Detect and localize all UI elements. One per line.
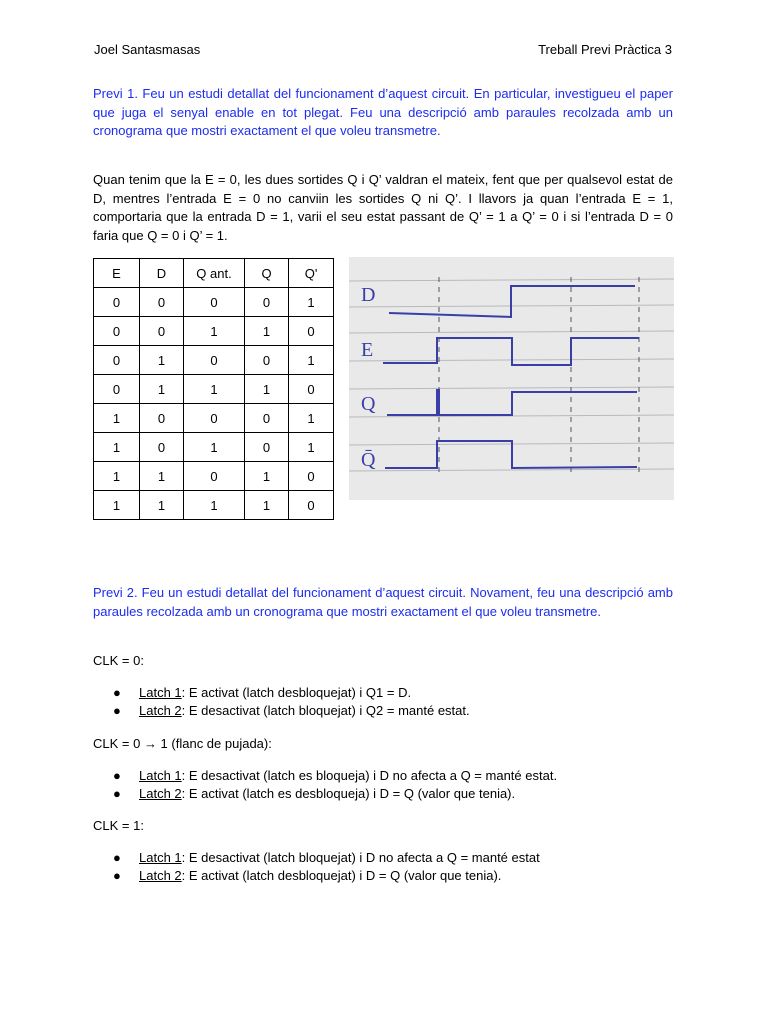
- bullet-list: [113, 849, 540, 885]
- latch-description: : E desactivat (latch bloquejat) i D no afecta a Q = manté estat: [181, 850, 540, 865]
- table-header-cell: Q': [289, 259, 334, 288]
- table-row: [94, 462, 334, 491]
- table-cell: 0: [140, 288, 184, 317]
- notebook-line: [349, 279, 674, 281]
- chronogram-label: Q̄: [361, 449, 376, 471]
- table-cell: 1: [94, 433, 140, 462]
- table-row: [94, 491, 334, 520]
- latch-name: Latch 1: [139, 850, 182, 865]
- list-item: [113, 702, 470, 720]
- table-cell: 1: [289, 346, 334, 375]
- waveform-d: [389, 286, 635, 317]
- bullet-icon: ●: [113, 850, 121, 865]
- section-title: CLK = 1:: [93, 818, 144, 833]
- latch-description: : E activat (latch desbloquejat) i Q1 = D.: [181, 685, 412, 700]
- chronogram-drawing: [349, 257, 674, 500]
- table-row: [94, 288, 334, 317]
- table-cell: 1: [184, 317, 245, 346]
- table-cell: 1: [140, 375, 184, 404]
- table-cell: 0: [140, 317, 184, 346]
- table-cell: 1: [94, 491, 140, 520]
- table-header-cell: D: [140, 259, 184, 288]
- table-cell: 0: [184, 404, 245, 433]
- table-header-cell: Q ant.: [184, 259, 245, 288]
- latch-name: Latch 2: [139, 786, 182, 801]
- waveform-qbar: [385, 441, 637, 468]
- table-cell: 1: [245, 462, 289, 491]
- table-cell: 1: [184, 375, 245, 404]
- bullet-icon: ●: [113, 868, 121, 883]
- table-cell: 0: [94, 375, 140, 404]
- latch-name: Latch 1: [139, 685, 182, 700]
- notebook-line: [349, 469, 674, 471]
- latch-name: Latch 1: [139, 768, 182, 783]
- table-cell: 1: [245, 317, 289, 346]
- table-cell: 1: [94, 462, 140, 491]
- table-row: [94, 375, 334, 404]
- table-cell: 0: [245, 288, 289, 317]
- table-cell: 1: [289, 288, 334, 317]
- chronogram-label: E: [361, 339, 374, 361]
- table-cell: 1: [140, 346, 184, 375]
- notebook-line: [349, 387, 674, 389]
- author-name: Joel Santasmasas: [94, 42, 201, 57]
- chronogram-label: D: [361, 284, 376, 306]
- bullet-list: [113, 767, 557, 803]
- table-cell: 1: [245, 491, 289, 520]
- list-item: [113, 684, 470, 702]
- table-header-cell: E: [94, 259, 140, 288]
- table-cell: 1: [184, 491, 245, 520]
- table-row: [94, 433, 334, 462]
- table-cell: 0: [140, 404, 184, 433]
- table-cell: 0: [245, 433, 289, 462]
- previ1-question: Previ 1. Feu un estudi detallat del funcionament d’aquest circuit. En particular, investigueu el paper que juga el senyal enable en tot plegat. Feu una descripció amb paraules recolzada amb un cronograma que mostri exactament el que voleu transmetre.: [93, 86, 673, 138]
- table-cell: 0: [94, 288, 140, 317]
- latch-description: : E desactivat (latch es bloqueja) i D no afecta a Q = manté estat.: [181, 768, 558, 783]
- latch-description: : E activat (latch es desbloqueja) i D = Q (valor que tenia).: [181, 786, 516, 801]
- table-cell: 0: [289, 317, 334, 346]
- table-row: [94, 346, 334, 375]
- table-cell: 0: [94, 317, 140, 346]
- table-cell: 0: [184, 288, 245, 317]
- table-header-cell: Q: [245, 259, 289, 288]
- latch-description: : E desactivat (latch bloquejat) i Q2 = manté estat.: [181, 703, 470, 718]
- table-cell: 0: [289, 462, 334, 491]
- table-cell: 0: [289, 375, 334, 404]
- bullet-icon: ●: [113, 685, 121, 700]
- list-item: [113, 785, 557, 803]
- list-item: [113, 849, 540, 867]
- latch-name: Latch 2: [139, 868, 182, 883]
- table-cell: 1: [289, 404, 334, 433]
- table-cell: 0: [184, 462, 245, 491]
- table-cell: 0: [245, 404, 289, 433]
- table-cell: 1: [184, 433, 245, 462]
- notebook-line: [349, 331, 674, 333]
- bullet-icon: ●: [113, 786, 121, 801]
- table-cell: 1: [140, 491, 184, 520]
- table-header-row: [94, 259, 334, 288]
- previ1-answer: Quan tenim que la E = 0, les dues sortides Q i Q’ valdran el mateix, fent que per qualsevol estat de D, mentres l’entrada E = 0 no canviin les sortides Q ni Q’. I llavors ja quan l’entrada E = 1, comportaria que la entrada D = 1, varii el seu estat passant de Q’ = 1 a Q’ = 0 i si l’entrada D = 0 faria que Q = 0 i Q’ = 1.: [93, 172, 673, 243]
- table-row: [94, 317, 334, 346]
- table-cell: 1: [94, 404, 140, 433]
- latch-name: Latch 2: [139, 703, 182, 718]
- bullet-icon: ●: [113, 768, 121, 783]
- chronogram-label: Q: [361, 393, 376, 415]
- waveform-q: [387, 390, 637, 415]
- table-cell: 0: [245, 346, 289, 375]
- list-item: [113, 767, 557, 785]
- latch-description: : E activat (latch desbloquejat) i D = Q (valor que tenia).: [181, 868, 502, 883]
- table-cell: 1: [140, 462, 184, 491]
- list-item: [113, 867, 540, 885]
- table-cell: 1: [289, 433, 334, 462]
- table-cell: 0: [289, 491, 334, 520]
- table-row: [94, 404, 334, 433]
- table-cell: 0: [94, 346, 140, 375]
- chronogram-photo: [349, 257, 674, 500]
- section-title: CLK = 0 → 1 (flanc de pujada):: [93, 736, 272, 751]
- bullet-list: [113, 684, 470, 720]
- truth-table: [93, 258, 334, 520]
- bullet-icon: ●: [113, 703, 121, 718]
- table-cell: 0: [140, 433, 184, 462]
- previ2-question: Previ 2. Feu un estudi detallat del funcionament d’aquest circuit. Novament, feu una descripció amb paraules recolzada amb un cronograma que mostri exactament el que voleu transmetre.: [93, 585, 673, 619]
- section-title: CLK = 0:: [93, 653, 144, 668]
- table-cell: 0: [184, 346, 245, 375]
- document-title: Treball Previ Pràctica 3: [538, 42, 672, 57]
- table-cell: 1: [245, 375, 289, 404]
